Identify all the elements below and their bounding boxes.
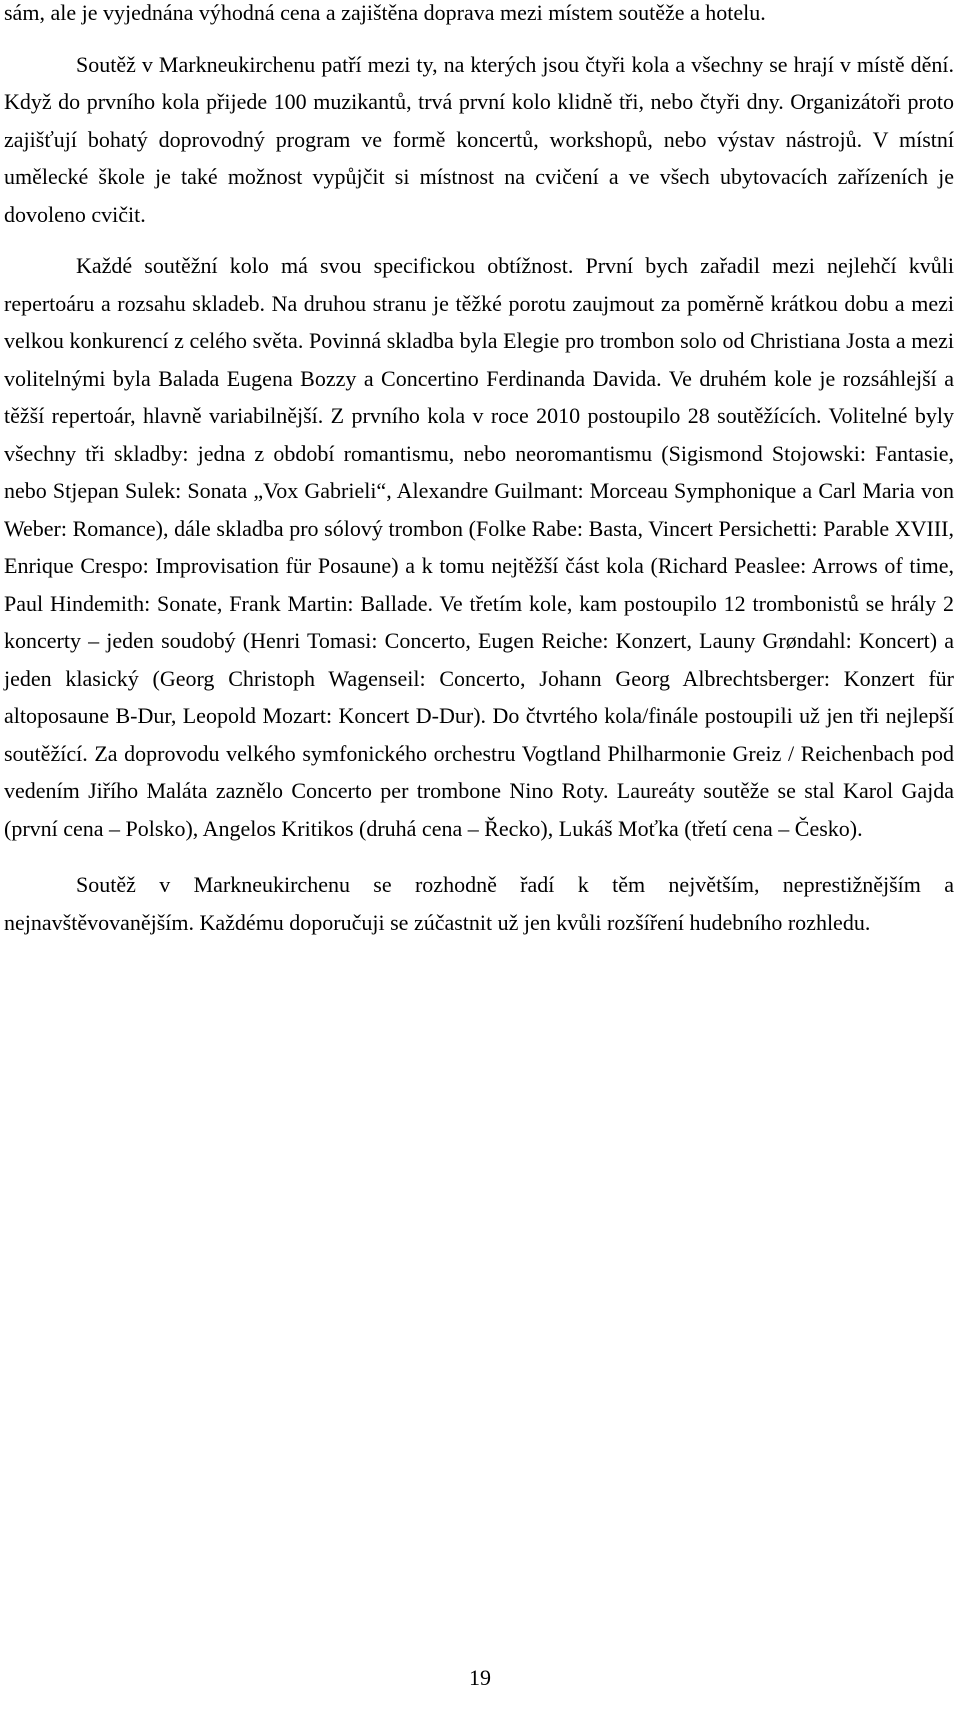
- paragraph-round-difficulty: Každé soutěžní kolo má svou specifickou obtížnost. První bych zařadil mezi nejlehčí kvůli repertoáru a rozsahu skladeb. Na druhou stranu je těžké porotu zaujmout za poměrně krátkou dobu a mezi velkou konkurencí z celého světa. Povinná skladba byla Elegie pro trombon solo od Christiana Josta a mezi volitelnými byla Balada Eugena Bozzy a Concertino Ferdinanda Davida. Ve druhém kole je rozsáhlejší a těžší repertoár, hlavně variabilnější. Z prvního kola v roce 2010 postoupilo 28 soutěžících. Volitelné byly všechny tři skladby: jedna z období romantismu, nebo neoromantismu (Sigismond Stojowski: Fantasie, nebo Stjepan Sulek: Sonata „Vox Gabrieli“, Alexandre Guilmant: Morceau Symphonique a Carl Maria von Weber: Romance), dále skladba pro sólový trombon (Folke Rabe: Basta, Vincert Persichetti: Parable XVIII, Enrique Crespo: Improvisation für Posaune) a k tomu nejtěžší část kola (Richard Peaslee: Arrows of time, Paul Hindemith: Sonate, Frank Martin: Ballade. Ve třetím kole, kam postoupilo 12 trombonistů se hrály 2 koncerty – jeden soudobý (Henri Tomasi: Concerto, Eugen Reiche: Konzert, Launy Grøndahl: Koncert) a jeden klasický (Georg Christoph Wagenseil: Concerto, Johann Georg Albrechtsberger: Konzert für altoposaune B-Dur, Leopold Mozart: Koncert D-Dur). Do čtvrtého kola/finále postoupili už jen tři nejlepší soutěžící. Za doprovodu velkého symfonického orchestru Vogtland Philharmonie Greiz / Reichenbach pod vedením Jiřího Maláta zaznělo Concerto per trombone Nino Roty. Laureáty soutěže se stal Karol Gajda (první cena – Polsko), Angelos Kritikos (druhá cena – Řecko), Lukáš Moťka (třetí cena – Česko).: [4, 253, 954, 841]
- page-number: 19: [469, 1665, 491, 1690]
- paragraph-continuation: sám, ale je vyjednána výhodná cena a zajištěna doprava mezi místem soutěže a hotelu.: [4, 0, 766, 25]
- paragraph-conclusion: Soutěž v Markneukirchenu se rozhodně řadí k těm největším, neprestižnějším a nejnavštěvovanějším. Každému doporučuji se zúčastnit už jen kvůli rozšíření hudebního rozhledu.: [4, 872, 954, 935]
- body-text: [4, 0, 954, 941]
- paragraph-competition-rounds: Soutěž v Markneukirchenu patří mezi ty, na kterých jsou čtyři kola a všechny se hrají v místě dění. Když do prvního kola přijede 100 muzikantů, trvá první kolo klidně tři, nebo čtyři dny. Organizátoři proto zajišťují bohatý doprovodný program ve formě koncertů, workshopů, nebo výstav nástrojů. V místní umělecké škole je také možnost vypůjčit si místnost na cvičení a ve všech ubytovacích zařízeních je dovoleno cvičit.: [4, 51, 954, 227]
